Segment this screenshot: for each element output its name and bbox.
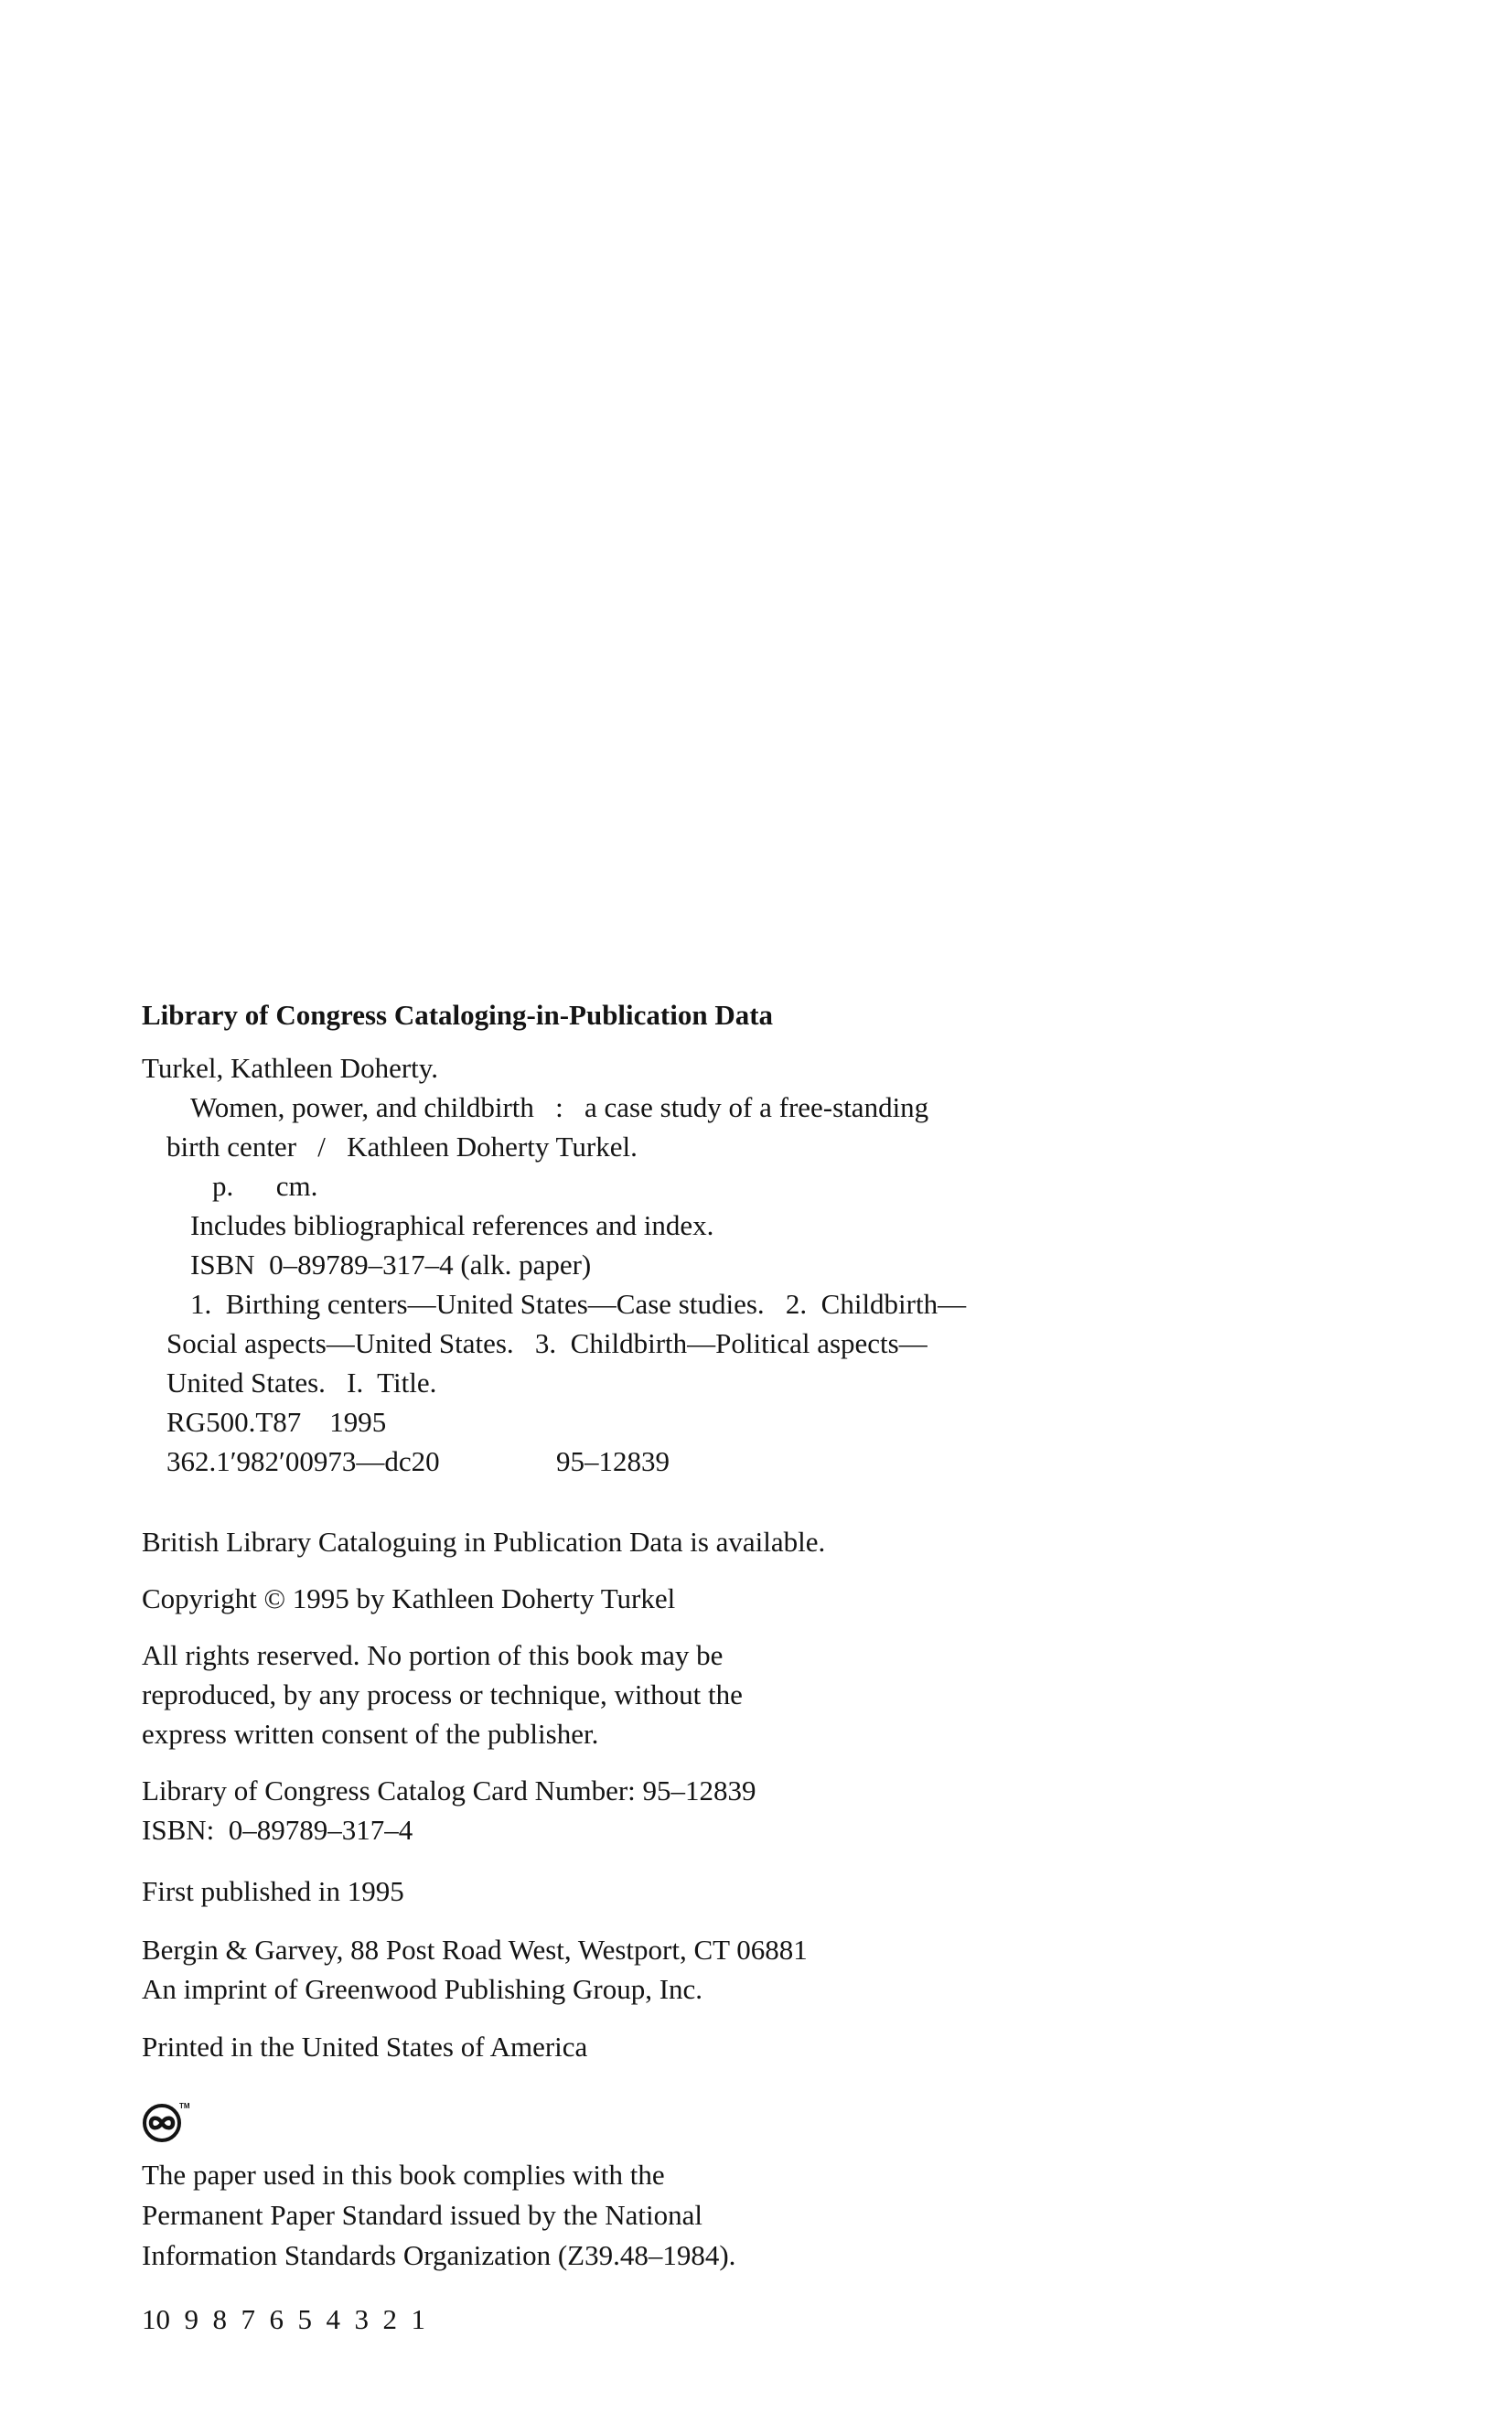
trademark-mark: TM [179, 2102, 190, 2110]
cip-includes: Includes bibliographical references and index. [190, 1209, 714, 1241]
cip-title-line-1: Women, power, and childbirth : a case study of a free-standing [190, 1091, 929, 1123]
cip-subjects-line-2: Social aspects—United States. 3. Childbirth—Political aspects— [166, 1327, 928, 1359]
cip-pagination: p. cm. [212, 1170, 318, 1202]
cip-author: Turkel, Kathleen Doherty. [142, 1052, 439, 1084]
cip-call-number: RG500.T87 1995 [166, 1406, 387, 1438]
publisher-line-2: An imprint of Greenwood Publishing Group, Inc. [142, 1973, 703, 2005]
printed-in: Printed in the United States of America [142, 2031, 588, 2063]
publisher-line-1: Bergin & Garvey, 88 Post Road West, Westport, CT 06881 [142, 1934, 808, 1966]
cip-dewey: 362.1′982′00973—dc20 [166, 1445, 440, 1477]
cip-subjects-line-3: United States. I. Title. [166, 1367, 437, 1399]
british-library-note: British Library Cataloguing in Publication Data is available. [142, 1526, 826, 1558]
infinity-paper-icon [137, 2098, 192, 2144]
cip-title-line-2: birth center / Kathleen Doherty Turkel. [166, 1131, 638, 1163]
cip-lccn: 95–12839 [556, 1445, 670, 1477]
catalog-isbn: ISBN: 0–89789–317–4 [142, 1814, 413, 1846]
rights-line-1: All rights reserved. No portion of this book may be [142, 1639, 724, 1671]
copyright-line: Copyright © 1995 by Kathleen Doherty Turkel [142, 1582, 676, 1614]
printing-line: 10 9 8 7 6 5 4 3 2 1 [142, 2303, 425, 2335]
paper-standard-line-1: The paper used in this book complies with the [142, 2159, 665, 2191]
paper-standard-line-3: Information Standards Organization (Z39.48–1984). [142, 2239, 736, 2271]
cip-subjects-line-1: 1. Birthing centers—United States—Case studies. 2. Childbirth— [190, 1288, 967, 1320]
catalog-card-number: Library of Congress Catalog Card Number: 95–12839 [142, 1774, 756, 1807]
rights-line-2: reproduced, by any process or technique, without the [142, 1678, 743, 1710]
cip-isbn: ISBN 0–89789–317–4 (alk. paper) [190, 1249, 592, 1281]
rights-line-3: express written consent of the publisher. [142, 1718, 599, 1750]
cip-heading: Library of Congress Cataloging-in-Publication Data [142, 999, 774, 1031]
paper-standard-line-2: Permanent Paper Standard issued by the National [142, 2199, 702, 2231]
first-published: First published in 1995 [142, 1875, 404, 1907]
